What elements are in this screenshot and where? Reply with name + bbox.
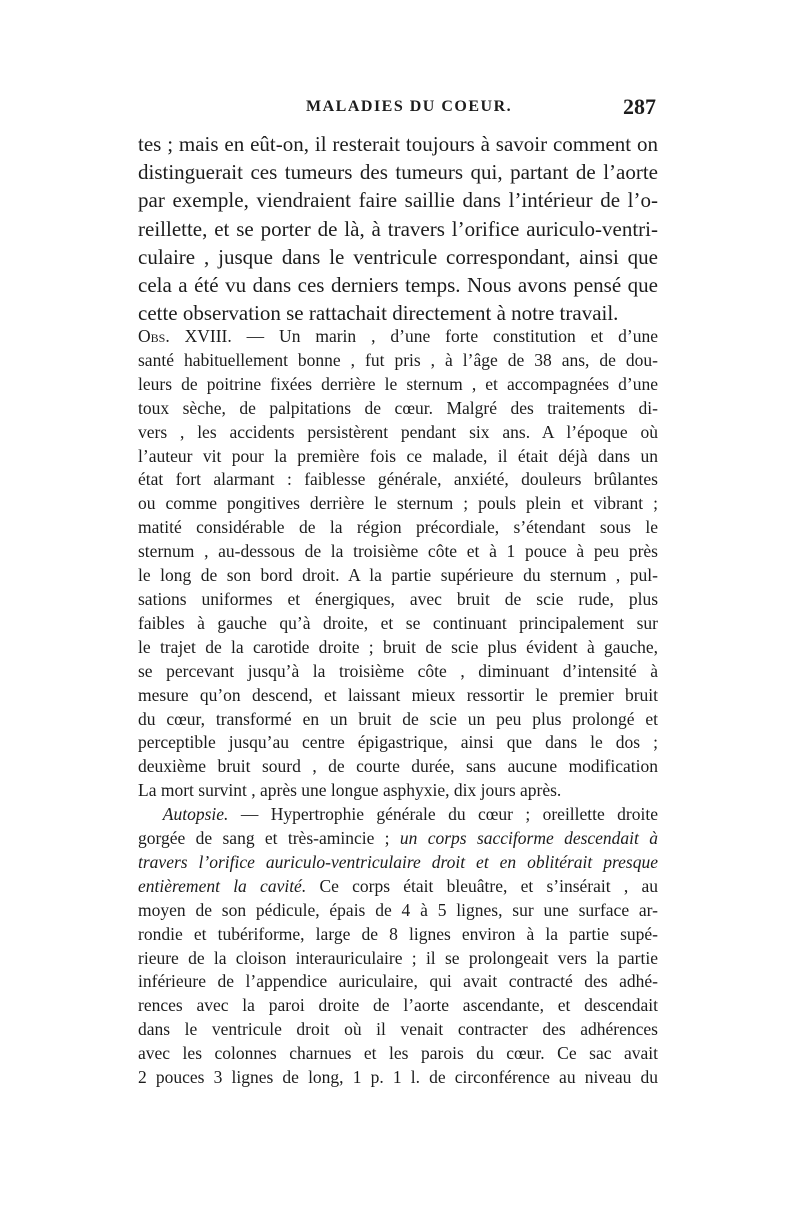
text-line: rences avec la paroi droite de l’aorte ascendante, et descendait xyxy=(138,995,658,1016)
text-line: ou comme pongitives derrière le sternum ; pouls plein et vibrant ; xyxy=(138,493,658,514)
text-line: culaire , jusque dans le ventricule correspondant, ainsi que xyxy=(138,244,658,269)
text-line: par exemple, viendraient faire saillie dans l’intérieur de l’o- xyxy=(138,188,658,213)
observation-label: Obs. XVIII. xyxy=(138,326,232,346)
text-line: faibles à gauche qu’à droite, et se continuant principalement sur xyxy=(138,612,658,633)
text-line: La mort survint , après une longue asphyxie, dix jours après. xyxy=(138,780,562,801)
text-line: gorgée de sang et très-amincie ; un corps sacciforme descendait à xyxy=(138,828,658,849)
text-line: inférieure de l’appendice auriculaire, qui avait contracté des adhé- xyxy=(138,971,658,992)
text-line: rondie et tubériforme, large de 8 lignes environ à la partie supé- xyxy=(138,923,658,944)
autopsy-label: Autopsie. xyxy=(162,804,229,825)
running-title: MALADIES DU COEUR. xyxy=(306,98,513,115)
text-line: leurs de poitrine fixées derrière le sternum , et accompagnées d’une xyxy=(138,373,658,394)
text-line: Autopsie. — Hypertrophie générale du cœur ; oreillette droite xyxy=(162,804,658,825)
text-line: sternum , au-dessous de la troisième côte et à 1 pouce à peu près xyxy=(138,541,658,562)
text-line: distinguerait ces tumeurs des tumeurs qui, partant de l’aorte xyxy=(138,160,658,185)
text-line: Obs. XVIII. — Un marin , d’une forte constitution et d’une xyxy=(138,326,658,346)
text-line: moyen de son pédicule, épais de 4 à 5 lignes, sur une surface ar- xyxy=(138,899,658,920)
observation-block xyxy=(138,325,658,1090)
text-line: avec les colonnes charnues et les parois du cœur. Ce sac avait xyxy=(138,1043,658,1064)
text-line: reillette, et se porter de là, à travers l’orifice auriculo-ventri- xyxy=(138,216,658,241)
text-line: dans le ventricule droit où il venait contracter des adhérences xyxy=(138,1019,658,1040)
text-line: 2 pouces 3 lignes de long, 1 p. 1 l. de circonférence au niveau du xyxy=(138,1067,658,1088)
text-line: mesure qu’on descend, et laissant mieux ressortir le premier bruit xyxy=(138,684,658,705)
text-line: toux sèche, de palpitations de cœur. Malgré des traitements di- xyxy=(138,397,658,418)
text-line: le trajet de la carotide droite ; bruit de scie plus évident à gauche, xyxy=(138,636,658,657)
page-header xyxy=(138,94,656,120)
text-line: sations uniformes et énergiques, avec bruit de scie rude, plus xyxy=(138,588,658,609)
text-line: se percevant jusqu’à la troisième côte , diminuant d’intensité à xyxy=(138,660,658,681)
text-line: deuxième bruit sourd , de courte durée, sans aucune modification xyxy=(138,756,658,777)
text-line: santé habituellement bonne , fut pris , à l’âge de 38 ans, de dou- xyxy=(138,349,658,370)
text-line: perceptible jusqu’au centre épigastrique, ainsi que dans le dos ; xyxy=(138,732,658,753)
text-line: le long de son bord droit. A la partie supérieure du sternum , pul- xyxy=(138,565,658,586)
page-number: 287 xyxy=(623,94,656,119)
text-line: état fort alarmant : faiblesse générale, anxiété, douleurs brûlantes xyxy=(138,469,658,490)
text-line: matité considérable de la région précordiale, s’étendant sous le xyxy=(138,517,658,538)
paragraph-continuation xyxy=(138,130,658,327)
text-line: vers , les accidents persistèrent pendant six ans. A l’époque où xyxy=(138,421,658,442)
text-line: travers l’orifice auriculo-ventriculaire droit et en oblitérait presque xyxy=(138,851,658,872)
text-line: entièrement la cavité. Ce corps était bleuâtre, et s’insérait , au xyxy=(138,875,658,896)
text-line: cela a été vu dans ces derniers temps. Nous avons pensé que xyxy=(138,273,658,298)
text-line: rieure de la cloison interauriculaire ; il se prolongeait vers la partie xyxy=(138,947,658,968)
text-line: du cœur, transformé en un bruit de scie un peu plus prolongé et xyxy=(138,708,658,729)
text-line: l’auteur vit pour la première fois ce malade, il était déjà dans un xyxy=(138,445,658,466)
text-line: tes ; mais en eût-on, il resterait toujours à savoir comment on xyxy=(138,132,658,156)
text-line: cette observation se rattachait directement à notre travail. xyxy=(138,301,619,326)
